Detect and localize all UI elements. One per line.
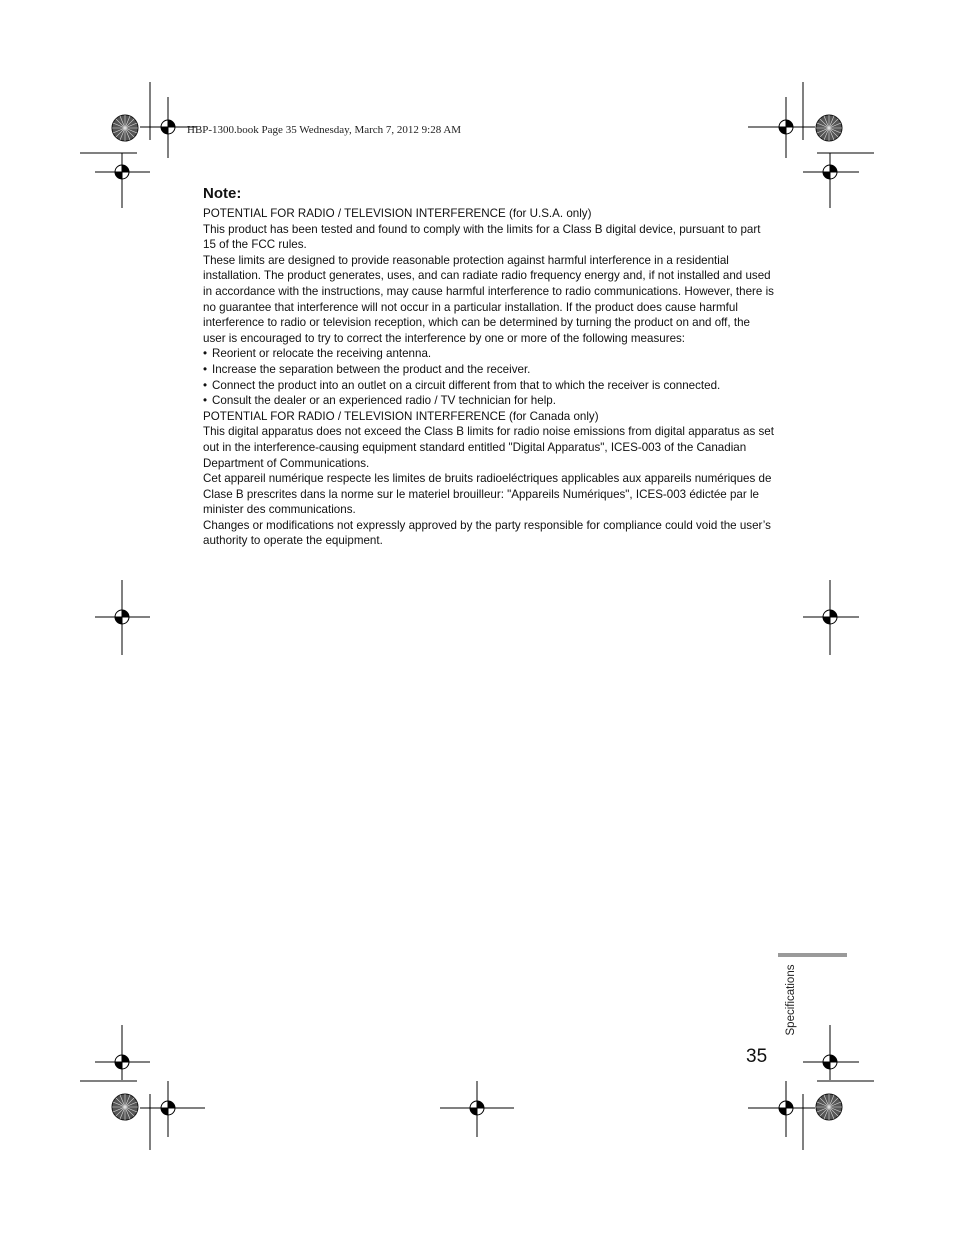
- ices-compliance-paragraph: This digital apparatus does not exceed the Class B limits for radio noise emissions from digital apparatus as set out in the interference-causing equipment standard entitled "Digital Apparatus", ICES-003 of the Canadian Department of Communications.: [203, 425, 774, 470]
- bullet-item: [203, 346, 775, 362]
- bullet-text: Increase the separation between the product and the receiver.: [212, 362, 531, 376]
- bullet-icon: •: [203, 394, 208, 408]
- bullet-item: [203, 378, 775, 394]
- section-label: Specifications: [785, 964, 797, 1036]
- modifications-warning-paragraph: Changes or modifications not expressly approved by the party responsible for compliance could void the user’s authority to operate the equipment.: [203, 518, 771, 548]
- bullet-text: Reorient or relocate the receiving antenna.: [212, 347, 432, 361]
- section-tab-bar: [778, 953, 847, 957]
- note-heading: Note:: [203, 185, 242, 202]
- print-info-header: HBP-1300.book Page 35 Wednesday, March 7, 2012 9:28 AM: [187, 124, 462, 136]
- bullet-item: [203, 362, 775, 378]
- bullet-text: Connect the product into an outlet on a circuit different from that to which the receiver is connected.: [212, 378, 721, 392]
- usa-interference-title: POTENTIAL FOR RADIO / TELEVISION INTERFERENCE (for U.S.A. only): [203, 207, 592, 220]
- interference-limits-paragraph: These limits are designed to provide reasonable protection against harmful interference in a residential installation. The product generates, uses, and can radiate radio frequency energy and, if not installed and used in accordance with the instructions, may cause harmful interference to radio communications. However, there is no guarantee that interference will not occur in a particular installation. If the product does cause harmful interference to radio or television reception, which can be determined by turning the product on and off, the user is encouraged to try to correct the interference by one or more of the following measures:: [203, 253, 774, 345]
- bullet-icon: •: [203, 378, 208, 392]
- page-number: 35: [746, 1046, 768, 1067]
- bullet-icon: •: [203, 362, 208, 376]
- fcc-compliance-paragraph: This product has been tested and found to comply with the limits for a Class B digital device, pursuant to part 15 of the FCC rules.: [203, 222, 761, 252]
- bullet-icon: •: [203, 347, 208, 361]
- bullet-item: [203, 393, 775, 409]
- bullet-text: Consult the dealer or an experienced radio / TV technician for help.: [212, 394, 556, 408]
- canada-interference-title: POTENTIAL FOR RADIO / TELEVISION INTERFERENCE (for Canada only): [203, 409, 599, 423]
- note-section: [203, 184, 775, 549]
- french-compliance-paragraph: Cet appareil numérique respecte les limites de bruits radioeléctriques applicables aux appareils numériques de Clase B prescrites dans la norme sur le materiel brouilleur: "Appareils Numériques", ICES-003 édictée par le minister des communications.: [203, 472, 772, 517]
